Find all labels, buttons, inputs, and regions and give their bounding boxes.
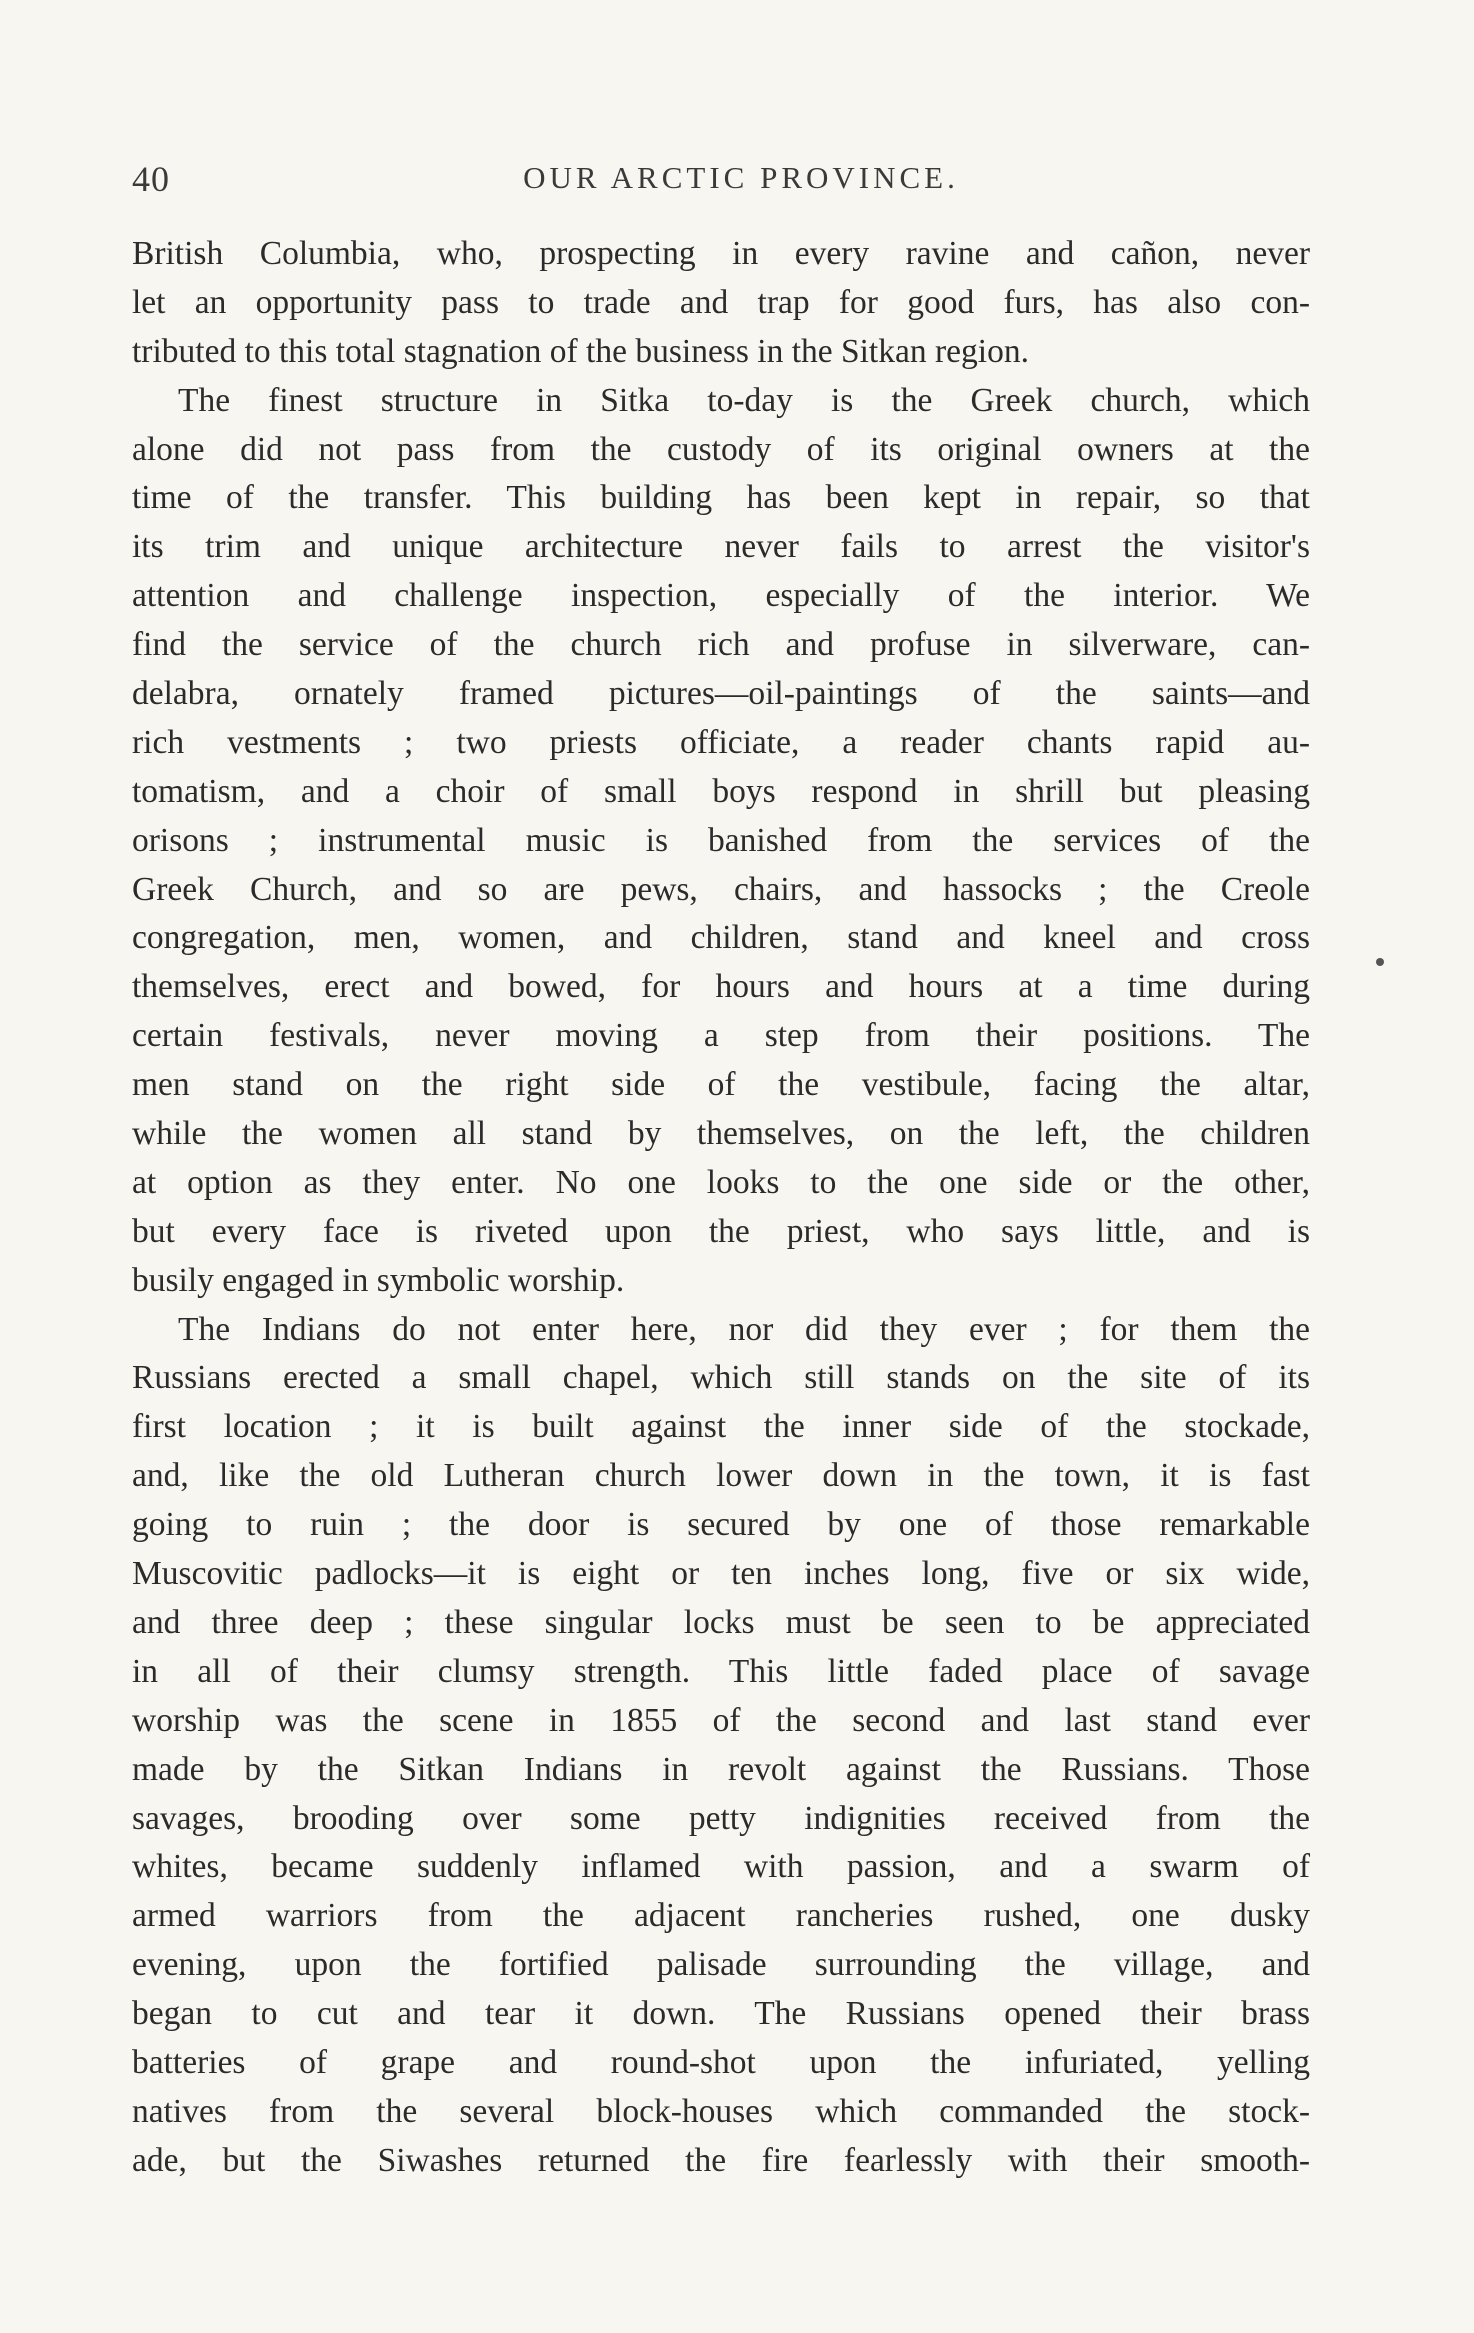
text-line: alone did not pass from the custody of its original owners at the — [132, 430, 1310, 468]
text-line: rich vestments ; two priests officiate, a reader chants rapid au- — [132, 723, 1310, 761]
text-line: themselves, erect and bowed, for hours and hours at a time during — [132, 968, 1310, 1006]
text-line: at option as they enter. No one looks to the one side or the other, — [132, 1163, 1310, 1201]
text-line: savages, brooding over some petty indignities received from the — [132, 1799, 1310, 1837]
text-line: while the women all stand by themselves, on the left, the children — [132, 1115, 1310, 1153]
text-line: worship was the scene in 1855 of the second and last stand ever — [132, 1701, 1310, 1739]
text-line: evening, upon the fortified palisade surrounding the village, and — [132, 1946, 1310, 1984]
text-line: Russians erected a small chapel, which still stands on the site of its — [132, 1359, 1310, 1397]
text-line: British Columbia, who, prospecting in every ravine and cañon, never — [132, 235, 1310, 272]
margin-mark — [1376, 958, 1384, 966]
text-line: and three deep ; these singular locks must be seen to be appreciated — [132, 1603, 1310, 1641]
text-line: certain festivals, never moving a step from their positions. The — [132, 1017, 1310, 1055]
paragraph-start-line: The Indians do not enter here, nor did they ever ; for them the — [178, 1310, 1310, 1348]
text-line: tributed to this total stagnation of the business in the Sitkan region. — [132, 332, 1029, 370]
text-line: orisons ; instrumental music is banished from the services of the — [132, 821, 1310, 859]
text-line: let an opportunity pass to trade and trap for good furs, has also con- — [132, 283, 1310, 321]
text-line: first location ; it is built against the inner side of the stockade, — [132, 1408, 1310, 1446]
text-line: tomatism, and a choir of small boys respond in shrill but pleasing — [132, 772, 1310, 810]
text-line: its trim and unique architecture never fails to arrest the visitor's — [132, 528, 1310, 566]
text-line: men stand on the right side of the vestibule, facing the altar, — [132, 1066, 1310, 1104]
page-number: 40 — [132, 159, 170, 199]
text-line: and, like the old Lutheran church lower down in the town, it is fast — [132, 1457, 1310, 1495]
body-text — [132, 230, 1310, 2186]
text-line: busily engaged in symbolic worship. — [132, 1261, 625, 1299]
text-line: delabra, ornately framed pictures—oil-paintings of the saints—and — [132, 675, 1310, 713]
text-line: natives from the several block-houses which commanded the stock- — [132, 2092, 1310, 2130]
text-line: ade, but the Siwashes returned the fire fearlessly with their smooth- — [132, 2141, 1310, 2179]
text-line: batteries of grape and round-shot upon the infuriated, yelling — [132, 2043, 1310, 2081]
text-line: congregation, men, women, and children, stand and kneel and cross — [132, 919, 1310, 957]
text-line: whites, became suddenly inflamed with passion, and a swarm of — [132, 1848, 1310, 1886]
text-line: made by the Sitkan Indians in revolt against the Russians. Those — [132, 1750, 1310, 1788]
text-line: in all of their clumsy strength. This little faded place of savage — [132, 1652, 1310, 1690]
text-line: find the service of the church rich and profuse in silverware, can- — [132, 626, 1310, 664]
text-line: but every face is riveted upon the priest, who says little, and is — [132, 1212, 1310, 1250]
running-title: OUR ARCTIC PROVINCE. — [523, 160, 959, 195]
text-line: armed warriors from the adjacent rancheries rushed, one dusky — [132, 1897, 1310, 1935]
text-line: attention and challenge inspection, especially of the interior. We — [132, 577, 1310, 615]
text-line: going to ruin ; the door is secured by one of those remarkable — [132, 1506, 1310, 1544]
text-line: Greek Church, and so are pews, chairs, and hassocks ; the Creole — [132, 870, 1310, 908]
paragraph-start-line: The finest structure in Sitka to-day is the Greek church, which — [178, 381, 1310, 419]
text-line: Muscovitic padlocks—it is eight or ten inches long, five or six wide, — [132, 1555, 1310, 1593]
running-head — [132, 158, 1310, 208]
text-line: began to cut and tear it down. The Russians opened their brass — [132, 1995, 1310, 2033]
text-line: time of the transfer. This building has been kept in repair, so that — [132, 479, 1310, 517]
